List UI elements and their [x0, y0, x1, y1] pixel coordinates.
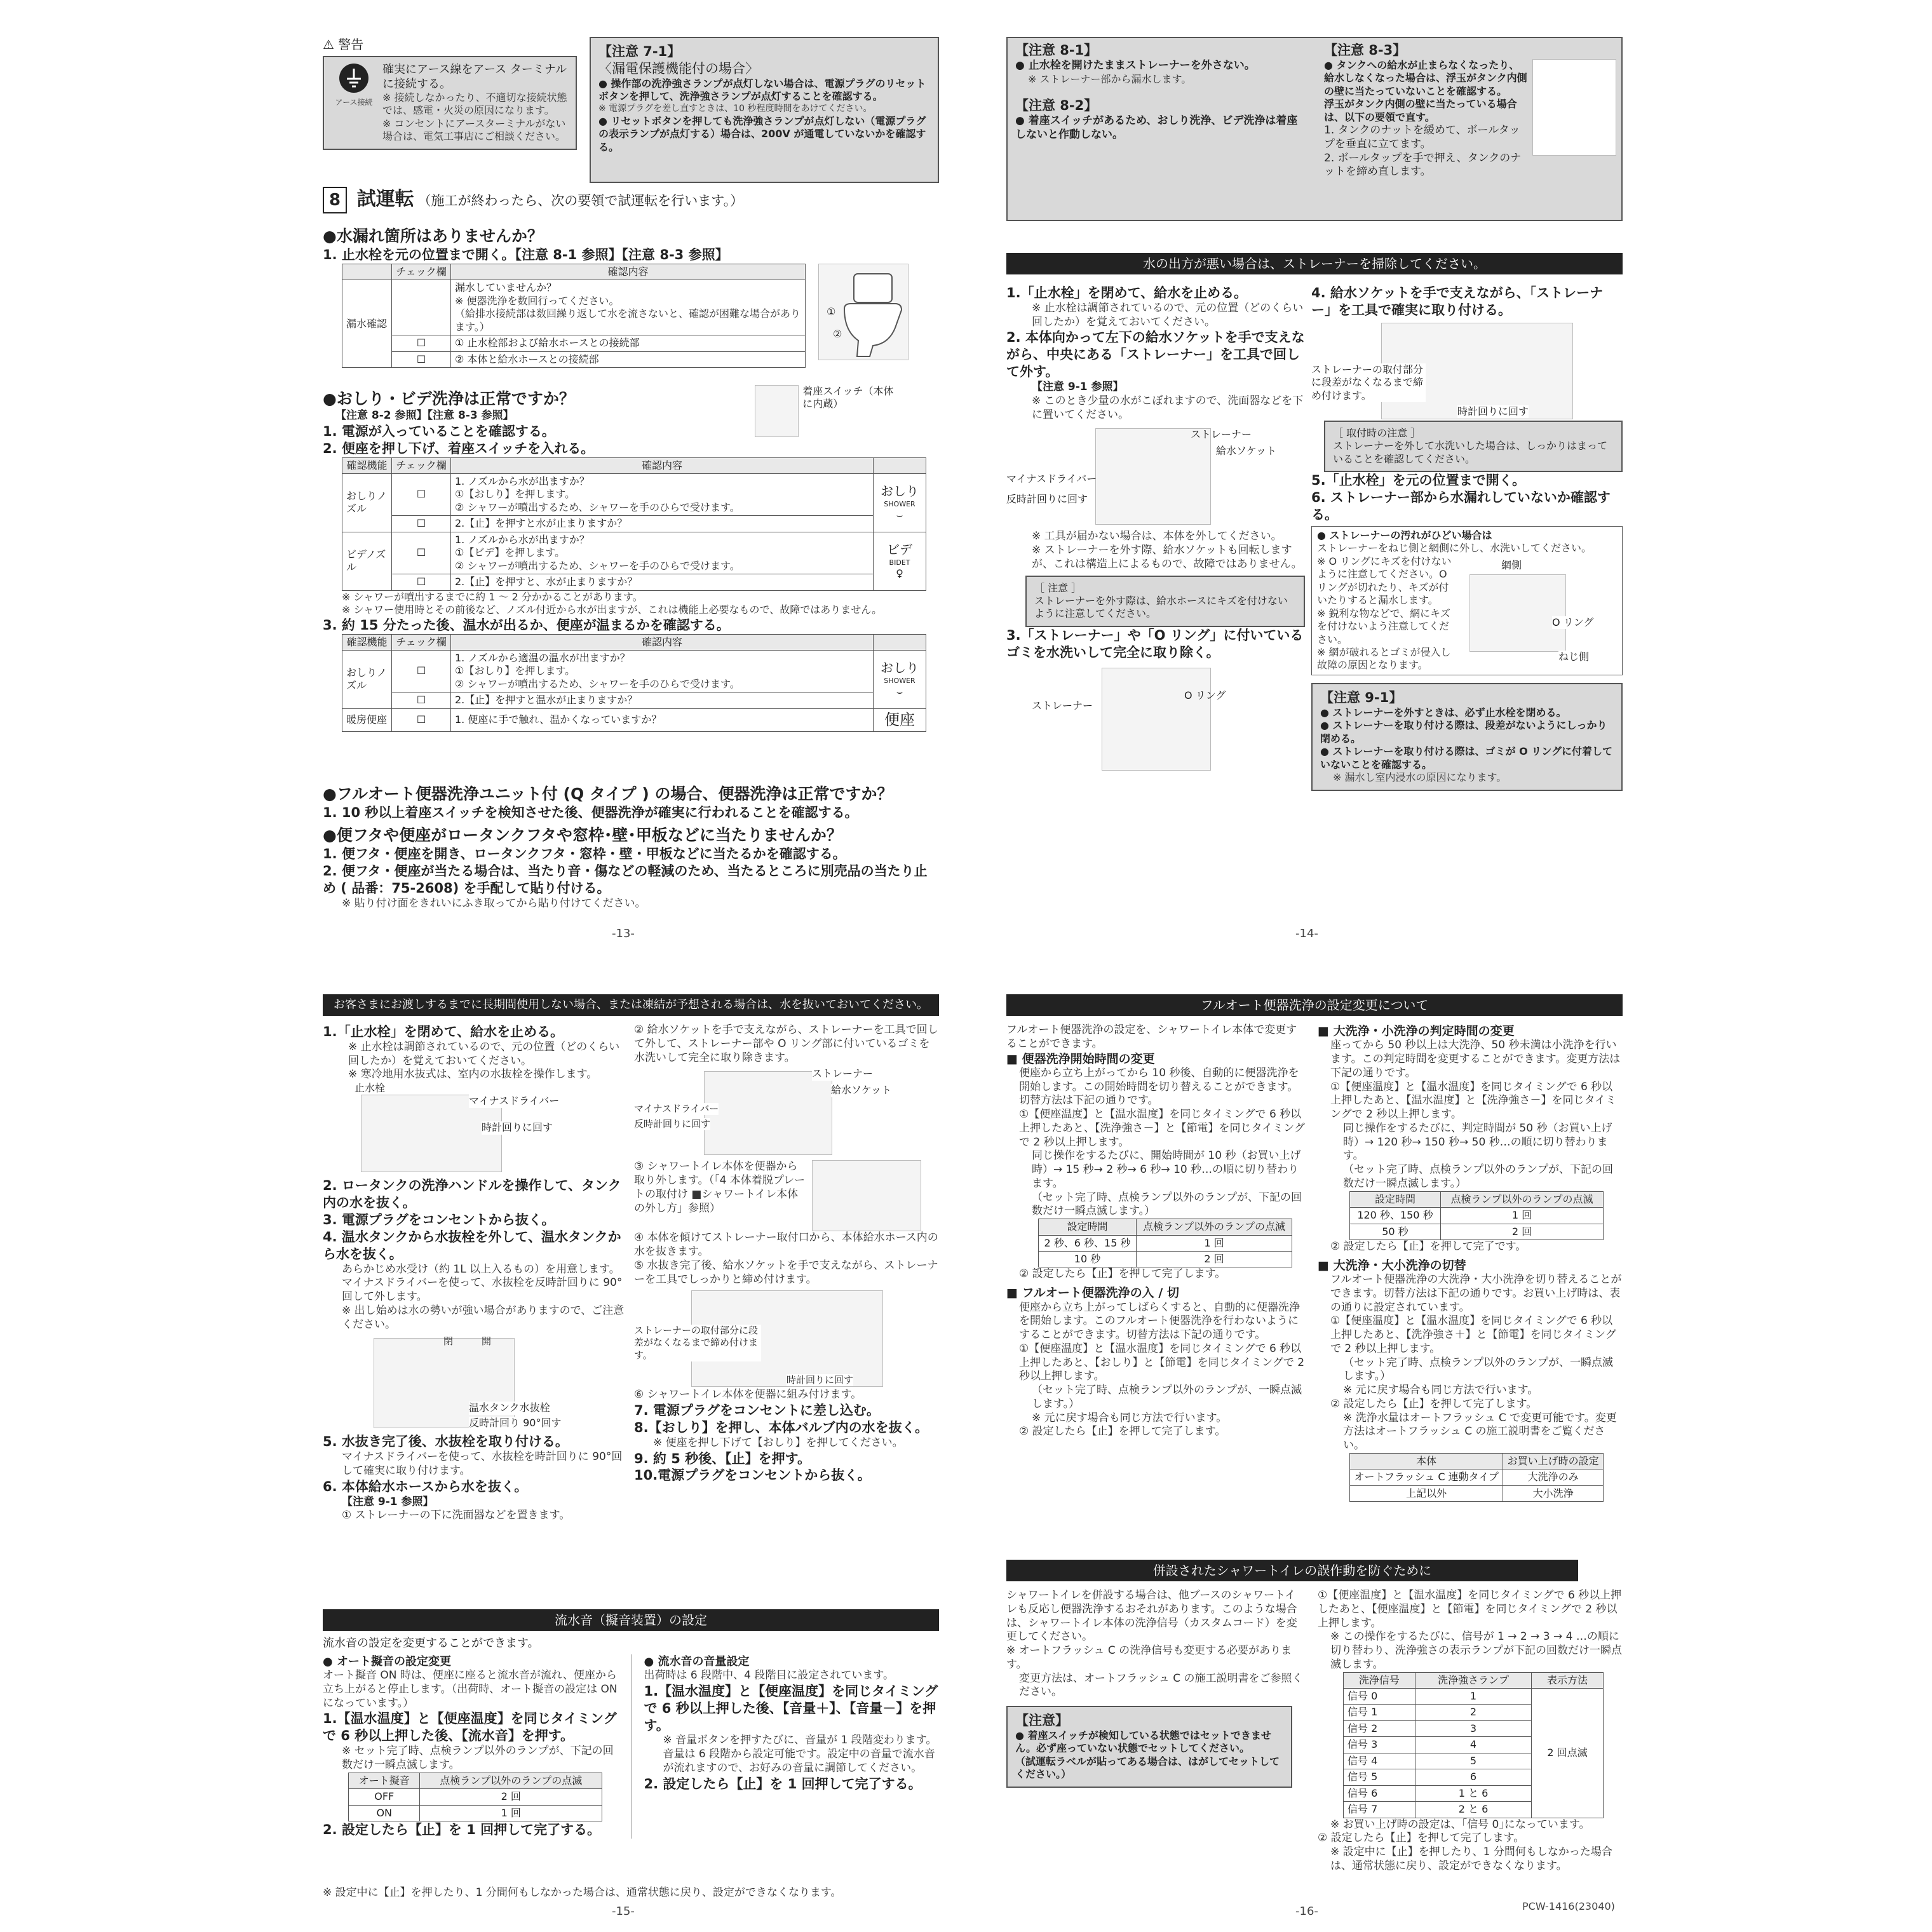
judge-time-table: 設定時間 点検ランプ以外のランプの点滅 120 秒、150 秒 1 回 50 秒 2 回 — [1349, 1191, 1604, 1240]
caution-8-2-title: 【注意 8-2】 — [1015, 98, 1098, 114]
q-full-auto: ●フルオート便器洗浄ユニット付 (Q タイプ ) の場合、便器洗浄は正常ですか？ — [323, 785, 893, 803]
seat-switch-illustration — [755, 385, 799, 437]
strainer-install-figure-2: ストレーナーの取付部分に段差がなくなるまで締め付けます。 時計回りに回す — [634, 1287, 939, 1388]
strainer-right-column: 4. 給水ソケットを手で支えながら、「ストレーナー」を工具で確実に取り付ける。 ストレーナーの取付部分に段差がなくなるまで締め付けます。 時計回りに回す ［ 取付時の注意 ］ ストレーナーを外して水洗いした場合は、しっかりはまっていることを確認してください。 5.「止水栓」を元の位置まで開く。 6. ストレーナー部から水漏れしていないか確認する。 ● ストレーナーの汚れがひどい場合は ストレーナーをねじ側と網側に外し、水洗いしてください。 ※ O リングにキズを付けないように注意してください。O リングが切れたり、キズが付いたりすると漏水します。 ※ 鋭利な物などで、網にキズを付けないよう注意してください。 ※ 網が破れるとゴミが侵入し故障の原因となります。 網側 O リング ねじ側 【注意 9-1】 ● ストレーナーを外すときは、必ず止水栓を閉める。 ● ストレーナーを取り付ける際は、段差がないようにしっかり閉める。 ● ストレーナーを取り付ける際は、ゴミが O リングに付着していないことを確認する。 ※ 漏水し室内浸水の原因になります。 — [1311, 285, 1623, 791]
dirty-strainer-box: ● ストレーナーの汚れがひどい場合は ストレーナーをねじ側と網側に外し、水洗いしてください。 ※ O リングにキズを付けないように注意してください。O リングが切れたり、キズが付いたりすると漏水します。 ※ 鋭利な物などで、網にキズを付けないよう注意してください。 ※ 網が破れるとゴミが侵入し故障の原因となります。 網側 O リング ねじ側 — [1311, 526, 1623, 675]
checkbox[interactable]: ☐ — [392, 351, 451, 367]
strainer-install-figure: ストレーナーの取付部分に段差がなくなるまで締め付けます。 時計回りに回す — [1311, 319, 1623, 421]
checkbox[interactable]: ☐ — [392, 532, 451, 574]
adjacent-caution: 【注意】 ● 着座スイッチが検知している状態ではセットできません。必ず座っていない状態でセットしてください。 （試運転ラベルが貼ってある場合は、はがしてセットしてください。） — [1006, 1706, 1292, 1788]
page-number: -14- — [1295, 927, 1318, 940]
section-number: 8 — [323, 187, 347, 213]
page-14 — [1006, 30, 1623, 945]
checkbox[interactable]: ☐ — [392, 516, 451, 532]
page-16 — [1006, 994, 1623, 1922]
page-13: ⚠ 警告 アース接続 確実にアース線をアース ターミナルに接続する。 ※ 接続しなかったり、不適切な接続状態では、感電・火災の原因になります。 ※ コンセントにアースターミナルがない場合は、電気工事店にご相談ください。 【注意 7-1】 〈漏電保護機能付の場合〉 ● 操作部の洗浄強さランプが点灯しない場合は、電源プラグのリセットボタンを押して、洗浄強さランプが点灯することを確認する。 ※ 電源プラグを差し直すときは、10 秒程度時間をあけてください。 ● リセットボタンを押しても洗浄強さランプが点灯しない（電源プラグの表示ランプが点灯する）場合は、200V が通電していないかを確認する。 8 試運転 （施工が終わったら、次の要領で試運転を行います。） ●水漏れ箇所はありませんか？ 1. 止水栓を元の位置まで開く。【注意 8-1 参照】【注意 8-3 参照】 チェック欄 確認内容 漏水確認 漏水していませんか？ ※ 便器洗浄を数回行ってください。 （給排水接続部は数回繰り返して水を流さないと、確認が困難な場合があります。） ☐ ① 止水栓部および給水ホースとの接続部 ☐ ② 本体と給水ホースとの接続部 ① ② ●おしり・ビデ洗浄は正常ですか？ 【注意 8-2 参照】【注意 8-3 参照】 1. 電源が入っていることを確認する。 2. 便座を押し下げ、着座スイッチを入れる。 着座スイッチ（本体に内蔵） 確認機能 チェック欄 確認内容 おしりノズル ☐ 1. ノズルから水が出ますか？ ①【おしり】を押します。 ② シャワーが噴出するため、シャワーを手のひらで受けます。 おしり SHOWER ⌣ ☐ 2.【止】を押すと水が止まりますか？ ビデノズル ☐ 1. ノズルから水が出ますか？ ①【ビデ】を押します。 ② シャワーが噴出するため、シャワーを手のひらで受けます。 ビデ BIDET ♀ ☐ 2.【止】を押すと、水が止まりますか？ ※ シャワーが噴出するまでに約 1 ～ 2 分かかることがあります。 ※ シャワー使用時とその前後など、ノズル付近から水が出ますが、これは機能上必要なもので、故障ではありません。 3. 約 15 分たった後、温水が出るか、便座が温まるかを確認する。 確認機能 チェック欄 確認内容 おしりノズル ☐ 1. ノズルから適温の温水が出ますか？ ①【おしり】を押します。 ② シャワーが噴出するため、シャワーを手のひらで受けます。 おしり SHOWER ⌣ ☐ 2.【止】を押すと温水が止まりますか？ 暖房便座 ☐ 1. 便座に手で触れ、温かくなっていますか？ 便座 ●フルオート便器洗浄ユニット付 (Q タイプ ) の場合、便器洗浄は正常ですか？ 1. 10 秒以上着座スイッチを検知させた後、便器洗浄が確実に行われることを確認する。 ●便フタや便座がロータンクフタや窓枠･壁･甲板などに当たりませんか？ 1. 便フタ・便座を開き、ロータンクフタ・窓枠・壁・甲板などに当たるかを確認する。 2. 便フタ・便座が当たる場合は、当たり音・傷などの軽減のため、当たるところに別売品の当たり止め ( 品番：75-2608) を手配して貼り付ける。 ※ 貼り付け面をきれいにふき取ってから貼り付けてください。 -13- — [323, 30, 939, 945]
ground-label: アース接続 — [335, 97, 373, 107]
full-auto-settings-bar: フルオート便器洗浄の設定変更について — [1006, 994, 1623, 1016]
svg-text:②: ② — [833, 327, 842, 340]
page-number: -15- — [612, 1905, 635, 1918]
checkbox[interactable]: ☐ — [392, 651, 451, 692]
document-code: PCW-1416(23040) — [1522, 1900, 1615, 1912]
warning-text: 確実にアース線をアース ターミナルに接続する。 — [382, 62, 567, 91]
auto-sound-setting: ● オート擬音の設定変更 オート擬音 ON 時は、便座に座ると流水音が流れ、便座から立ち上がると停止します。（出荷時、オート擬音の設定は ON になっています。） 1.【温水温度】と【便座温度】を同じタイミングで 6 秒以上押した後、【流水音】を押す。 ※ セット完了時、点検ランプ以外のランプが、下記の回数だけ一瞬点滅します。 オート擬音 点検ランプ以外のランプの点滅 OFF 2 回 ON 1 回 2. 設定したら【止】を 1 回押して完了する。 — [323, 1655, 618, 1837]
tip-install: ［ 取付時の注意 ］ ストレーナーを外して水洗いした場合は、しっかりはまっていることを確認してください。 — [1324, 421, 1623, 472]
strainer-wash-figure: ストレーナー O リング — [1006, 661, 1305, 776]
section-subtitle: （施工が終わったら、次の要領で試運転を行います。） — [417, 193, 744, 208]
auto-sound-table: オート擬音 点検ランプ以外のランプの点滅 OFF 2 回 ON 1 回 — [348, 1773, 602, 1821]
toilet-illustration — [818, 264, 909, 360]
page-number: -16- — [1295, 1905, 1318, 1918]
caution-8-3: 【注意 8-3】 ● タンクへの給水が止まらなくなったり、給水しなくなった場合は、浮玉がタンク内側の壁に当たっていないことを確認する。 浮玉がタンク内側の壁に当たっている場合は、以下の要領で直す。 1. タンクのナットを緩めて、ボールタップを垂直に立てます。 2. ボールタップを手で押え、タンクのナットを締め直します。 — [1324, 42, 1616, 179]
seat-switch-label: 着座スイッチ（本体に内蔵） — [802, 385, 894, 410]
seat-button-icon: 便座 — [874, 708, 926, 731]
drain-plug-figure: 閉 開 温水タンク水抜栓 反時計回り 90°回す — [323, 1332, 628, 1433]
adjacent-right-column: ①【便座温度】と【温水温度】を同じタイミングで 6 秒以上押したあと、【便座温度】と【節電】を同じタイミングで 2 秒以上押します。 ※ この操作をするたびに、信号が 1 → 2 → 3 → 4 …の順に切り替わり、洗浄強さの表示ランプが下記の回数だけ一瞬点滅します。 洗浄信号 洗浄強さランプ 表示方法 信号 0 1 2 回点滅 信号 1 2 信号 2 3 信号 3 4 信号 4 5 信号 5 6 信号 6 1 と 6 信号 7 2 と 6 ※ お買い上げ時の設定は、｢信号 0｣になっています。 ② 設定したら【止】を押して完了します。 ※ 設定中に【止】を押したり、1 分間何もしなかった場合は、通常状態に戻り、設定ができなくなります。 — [1318, 1589, 1622, 1872]
strainer-left-column: 1.「止水栓」を閉めて、給水を止める。 ※ 止水栓は調節されているので、元の位置（どのくらい回したか）を覚えておいてください。 2. 本体向かって左下の給水ソケットを手で支えながら、中央にある「ストレーナー」を工具で回して外す。 【注意 9-1 参照】 ※ このとき少量の水がこぼれますので、洗面器などを下に置いてください。 ストレーナー 給水ソケット マイナスドライバー 反時計回りに回す ※ 工具が届かない場合は、本体を外してください。 ※ ストレーナーを外す際、給水ソケットも回転しますが、これは構造上によるもので、故障ではありません。 ［ 注意 ］ ストレーナーを外す際は、給水ホースにキズを付けないように注意してください。 3.「ストレーナー」や「O リング」に付いているゴミを水洗いして完全に取り除く。 ストレーナー O リング — [1006, 285, 1305, 776]
warning-note-1: ※ 接続しなかったり、不適切な接続状態では、感電・火災の原因になります。 — [382, 91, 567, 117]
drain-left-column: 1.「止水栓」を閉めて、給水を止める。 ※ 止水栓は調節されているので、元の位置（どのくらい回したか）を覚えておいてください。 ※ 寒冷地用水抜式は、室内の水抜栓を操作します。 止水栓 マイナスドライバー 時計回りに回す 2. ロータンクの洗浄ハンドルを操作して、タンク内の水を抜く。 3. 電源プラグをコンセントから抜く。 4. 温水タンクから水抜栓を外して、温水タンクから水を抜く。 あらかじめ水受け（約 1L 以上入るもの）を用意します。マイナスドライバーを使って、水抜栓を反時計回りに 90°回して外します。 ※ 出し始めは水の勢いが強い場合がありますので、ご注意ください。 閉 開 温水タンク水抜栓 反時計回り 90°回す 5. 水抜き完了後、水抜栓を取り付ける。 マイナスドライバーを使って、水抜栓を時計回りに 90°回して確実に取り付けます。 6. 本体給水ホースから水を抜く。 【注意 9-1 参照】 ① ストレーナーの下に洗面器などを置きます。 — [323, 1023, 628, 1523]
q-lid-contact: ●便フタや便座がロータンクフタや窓枠･壁･甲板などに当たりませんか？ — [323, 825, 842, 844]
stop-valve-figure: 止水栓 マイナスドライバー 時計回りに回す — [323, 1082, 628, 1177]
warning-note-2: ※ コンセントにアースターミナルがない場合は、電気工事店にご相談ください。 — [382, 117, 566, 143]
start-time-table: 設定時間 点検ランプ以外のランプの点滅 2 秒、6 秒、15 秒 1 回 10 秒 2 回 — [1038, 1219, 1292, 1267]
checkbox[interactable]: ☐ — [392, 708, 451, 731]
section-title: 試運転 — [356, 188, 414, 210]
nozzle-check-table: 確認機能 チェック欄 確認内容 おしりノズル ☐ 1. ノズルから水が出ますか？ ①【おしり】を押します。 ② シャワーが噴出するため、シャワーを手のひらで受けます。 おしり SHOWER ⌣ ☐ 2.【止】を押すと水が止まりますか？ ビデノズル ☐ 1. ノズルから水が出ますか？ ①【ビデ】を押します。 ② シャワーが噴出するため、シャワーを手のひらで受けます。 ビデ BIDET ♀ ☐ 2.【止】を押すと、水が止まりますか？ — [342, 457, 926, 591]
drain-bar: お客さまにお渡しするまでに長期間使用しない場合、または凍結が予想される場合は、水を抜いておいてください。 — [323, 994, 939, 1016]
strainer-remove-figure: ストレーナー 給水ソケット マイナスドライバー 反時計回りに回す — [1006, 422, 1305, 530]
tank-illustration — [1532, 59, 1616, 156]
q-water-leak: ●水漏れ箇所はありませんか？ — [323, 227, 543, 245]
warning-triangle-icon: ⚠ — [323, 37, 334, 52]
sound-volume-setting: ● 流水音の音量設定 出荷時は 6 段階中、4 段階目に設定されています。 1.【温水温度】と【便座温度】を同じタイミングで 6 秒以上押した後、【音量＋】、【音量－】を押す。 ※ 音量ボタンを押すたびに、音量が 1 段階変わります。音量は 6 段階から設定可能です。設定中の音量で流水音が流れますので、お好みの音量に調節してください。 2. 設定したら【止】を 1 回押して完了する。 — [644, 1655, 938, 1792]
section-8-header — [323, 187, 939, 213]
full-auto-left-column: フルオート便器洗浄の設定を、シャワートイレ本体で変更することができます。 ■ 便器洗浄開始時間の変更 便座から立ち上がってから 10 秒後、自動的に便器洗浄を開始します。この開始時間を切り替えることができます。切替方法は下記の通りです。 ①【便座温度】と【温水温度】を同じタイミングで 6 秒以上押したあと、【洗浄強さ－】と【節電】を同じタイミングで 2 秒以上押します。 同じ操作をするたびに、開始時間が 10 秒（お買い上げ時）→ 15 秒→ 2 秒→ 6 秒→ 10 秒…の順に切り替わります。 （セット完了時、点検ランプ以外のランプが、下記の回数だけ一瞬点滅します。） 設定時間 点検ランプ以外のランプの点滅 2 秒、6 秒、15 秒 1 回 10 秒 2 回 ② 設定したら【止】を押して完了します。 ■ フルオート便器洗浄の入 / 切 便座から立ち上がってしばらくすると、自動的に便器洗浄を開始します。このフルオート便器洗浄を行わないようにすることができます。切替方法は下記の通りです。 ①【便座温度】と【温水温度】を同じタイミングで 6 秒以上押したあと、【おしり】と【節電】を同じタイミングで 2 秒以上押します。 （セット完了時、点検ランプ以外のランプが、一瞬点滅します。） ※ 元に戻す場合も同じ方法で行います。 ② 設定したら【止】を押して完了します。 — [1006, 1023, 1305, 1438]
warning-box — [323, 56, 577, 150]
flush-mode-table: 本体 お買い上げ時の設定 オートフラッシュ C 連動タイプ 大洗浄のみ 上記以外 大小洗浄 — [1349, 1453, 1604, 1502]
strainer-parts-figure: 網側 O リング ねじ側 — [1457, 555, 1617, 672]
full-auto-right-column: ■ 大洗浄・小洗浄の判定時間の変更 座ってから 50 秒以上は大洗浄、50 秒未満は小洗浄を行います。この判定時間を変更することができます。変更方法は下記の通りです。 ①【便座温度】と【温水温度】を同じタイミングで 6 秒以上押したあと、【温水温度】と【洗浄強さ－】を同じタイミングで 2 秒以上押します。 同じ操作をするたびに、判定時間が 50 秒（お買い上げ時）→ 120 秒→ 150 秒→ 50 秒…の順に切り替わります。 （セット完了時、点検ランプ以外のランプが、下記の回数だけ一瞬点滅します。） 設定時間 点検ランプ以外のランプの点滅 120 秒、150 秒 1 回 50 秒 2 回 ② 設定したら【止】を押して完了です。 ■ 大洗浄・大小洗浄の切替 フルオート便器洗浄の大洗浄・大小洗浄を切り替えることができます。切替方法は下記の通りです。お買い上げ時は、表の通りに設定されています。 ①【便座温度】と【温水温度】を同じタイミングで 6 秒以上押したあと、【洗浄強さ＋】と【節電】を同じタイミングで 2 秒以上押します。 （セット完了時、点検ランプ以外のランプが、一瞬点滅します。） ※ 元に戻す場合も同じ方法で行います。 ② 設定したら【止】を押して完了します。 ※ 洗浄水量はオートフラッシュ C で変更可能です。変更方法はオートフラッシュ C の施工説明書をご覧ください。 本体 お買い上げ時の設定 オートフラッシュ C 連動タイプ 大洗浄のみ 上記以外 大小洗浄 — [1318, 1023, 1623, 1502]
page-number: -13- — [612, 927, 635, 940]
svg-text:①: ① — [827, 305, 836, 318]
caution-8-1: 【注意 8-1】 ● 止水栓を開けたままストレーナーを外さない。 ※ ストレーナー部から漏水します。 【注意 8-2】 ● 着座スイッチがあるため、おしり洗浄、ビデ洗浄は着座しないと作動しない。 — [1015, 42, 1307, 142]
footer-note: ※ 設定中に【止】を押したり、1 分間何もしなかった場合は、通常状態に戻り、設定ができなくなります。 — [323, 1886, 842, 1899]
flush-sound-bar: 流水音（擬音装置）の設定 — [323, 1609, 939, 1631]
caution-9-1: 【注意 9-1】 ● ストレーナーを外すときは、必ず止水栓を閉める。 ● ストレーナーを取り付ける際は、段差がないようにしっかり閉める。 ● ストレーナーを取り付ける際は、ゴミが O リングに付着していないことを確認する。 ※ 漏水し室内浸水の原因になります。 — [1311, 683, 1623, 791]
toilet-removal-illustration — [812, 1160, 921, 1231]
checkbox[interactable]: ☐ — [392, 473, 451, 515]
oshiri-button-icon: おしり SHOWER ⌣ — [874, 651, 926, 709]
column-divider — [631, 1654, 632, 1839]
checkbox[interactable]: ☐ — [392, 335, 451, 351]
bidet-button-icon: ビデ BIDET ♀ — [874, 532, 926, 590]
caution-7-1-title: 【注意 7-1】 — [598, 44, 681, 59]
ground-icon — [338, 62, 370, 94]
page-15: お客さまにお渡しするまでに長期間使用しない場合、または凍結が予想される場合は、水を抜いておいてください。 1.「止水栓」を閉めて、給水を止める。 ※ 止水栓は調節されているので、元の位置（どのくらい回したか）を覚えておいてください。 ※ 寒冷地用水抜式は、室内の水抜栓を操作します。 止水栓 マイナスドライバー 時計回りに回す 2. ロータンクの洗浄ハンドルを操作して、タンク内の水を抜く。 3. 電源プラグをコンセントから抜く。 4. 温水タンクから水抜栓を外して、温水タンクから水を抜く。 あらかじめ水受け（約 1L 以上入るもの）を用意します。マイナスドライバーを使って、水抜栓を反時計回りに 90°回して外します。 ※ 出し始めは水の勢いが強い場合がありますので、ご注意ください。 閉 開 温水タンク水抜栓 反時計回り 90°回す 5. 水抜き完了後、水抜栓を取り付ける。 マイナスドライバーを使って、水抜栓を時計回りに 90°回して確実に取り付けます。 6. 本体給水ホースから水を抜く。 【注意 9-1 参照】 ① ストレーナーの下に洗面器などを置きます。 ② 給水ソケットを手で支えながら、ストレーナーを工具で回して外して、ストレーナー部や O リング部に付いているゴミを水洗いして完全に取り除きます。 ストレーナー 給水ソケット マイナスドライバー 反時計回りに回す ③ シャワートイレ本体を便器から取り外します。（「4 本体着脱プレートの取付け ■シャワートイレ本体の外し方」参照） ④ 本体を傾けてストレーナー取付口から、本体給水ホース内の水を抜きます。 ⑤ 水抜き完了後、給水ソケットを手で支えながら、ストレーナーを工具でしっかりと締め付けます。 ストレーナーの取付部分に段差がなくなるまで締め付けます。 時計回りに回す ⑥ シャワートイレ本体を便器に組み付けます。 7. 電源プラグをコンセントに差し込む。 8.【おしり】を押し、本体バルブ内の水を抜く。 ※ 便座を押し下げて【おしり】を押してください。 9. 約 5 秒後、【止】を押す。 10.電源プラグをコンセントから抜く。 流水音（擬音装置）の設定 流水音の設定を変更することができます。 ● オート擬音の設定変更 オート擬音 ON 時は、便座に座ると流水音が流れ、便座から立ち上がると停止します。（出荷時、オート擬音の設定は ON になっています。） 1.【温水温度】と【便座温度】を同じタイミングで 6 秒以上押した後、【流水音】を押す。 ※ セット完了時、点検ランプ以外のランプが、下記の回数だけ一瞬点滅します。 オート擬音 点検ランプ以外のランプの点滅 OFF 2 回 ON 1 回 2. 設定したら【止】を 1 回押して完了する。 ● 流水音の音量設定 出荷時は 6 段階中、4 段階目に設定されています。 1.【温水温度】と【便座温度】を同じタイミングで 6 秒以上押した後、【音量＋】、【音量－】を押す。 ※ 音量ボタンを押すたびに、音量が 1 段階変わります。音量は 6 段階から設定可能です。設定中の音量で流水音が流れますので、お好みの音量に調節してください。 2. 設定したら【止】を 1 回押して完了する。 ※ 設定中に【止】を押したり、1 分間何もしなかった場合は、通常状態に戻り、設定ができなくなります。 -15- — [323, 994, 939, 1922]
warning-title: 警告 — [338, 37, 364, 52]
leak-check-table: チェック欄 確認内容 漏水確認 漏水していませんか？ ※ 便器洗浄を数回行ってください。 （給排水接続部は数回繰り返して水を流さないと、確認が困難な場合があります。） ☐ ① 止水栓部および給水ホースとの接続部 ☐ ② 本体と給水ホースとの接続部 — [342, 264, 806, 368]
caution-7-1-sub: 〈漏電保護機能付の場合〉 — [598, 60, 759, 76]
checkbox[interactable]: ☐ — [392, 692, 451, 708]
caution-7-1: 【注意 7-1】 〈漏電保護機能付の場合〉 ● 操作部の洗浄強さランプが点灯しない場合は、電源プラグのリセットボタンを押して、洗浄強さランプが点灯することを確認する。 ※ 電源プラグを差し直すときは、10 秒程度時間をあけてください。 ● リセットボタンを押しても洗浄強さランプが点灯しない（電源プラグの表示ランプが点灯する）場合は、200V が通電していないかを確認する。 — [590, 37, 939, 183]
signal-table: 洗浄信号 洗浄強さランプ 表示方法 信号 0 1 2 回点滅 信号 1 2 信号 2 3 信号 3 4 信号 4 5 信号 5 6 信号 6 1 と 6 信号 7 2 と 6 — [1343, 1672, 1604, 1818]
checkbox[interactable]: ☐ — [392, 574, 451, 590]
q-oshiri-bidet: ●おしり・ビデ洗浄は正常ですか？ — [323, 389, 575, 408]
oshiri-button-icon: おしり SHOWER ⌣ — [874, 473, 926, 532]
warning-block — [323, 37, 577, 150]
adjacent-toilet-bar: 併設されたシャワートイレの誤作動を防ぐために — [1006, 1560, 1578, 1581]
tip-remove: ［ 注意 ］ ストレーナーを外す際は、給水ホースにキズを付けないように注意してください。 — [1025, 576, 1305, 627]
strainer-remove-figure-2: ストレーナー 給水ソケット マイナスドライバー 反時計回りに回す — [634, 1065, 939, 1160]
drain-right-column: ② 給水ソケットを手で支えながら、ストレーナーを工具で回して外して、ストレーナー部や O リング部に付いているゴミを水洗いして完全に取り除きます。 ストレーナー 給水ソケット マイナスドライバー 反時計回りに回す ③ シャワートイレ本体を便器から取り外します。（「4 本体着脱プレートの取付け ■シャワートイレ本体の外し方」参照） ④ 本体を傾けてストレーナー取付口から、本体給水ホース内の水を抜きます。 ⑤ 水抜き完了後、給水ソケットを手で支えながら、ストレーナーを工具でしっかりと締め付けます。 ストレーナーの取付部分に段差がなくなるまで締め付けます。 時計回りに回す ⑥ シャワートイレ本体を便器に組み付けます。 7. 電源プラグをコンセントに差し込む。 8.【おしり】を押し、本体バルブ内の水を抜く。 ※ 便座を押し下げて【おしり】を押してください。 9. 約 5 秒後、【止】を押す。 10.電源プラグをコンセントから抜く。 — [634, 1023, 938, 1483]
warm-check-table: 確認機能 チェック欄 確認内容 おしりノズル ☐ 1. ノズルから適温の温水が出ますか？ ①【おしり】を押します。 ② シャワーが噴出するため、シャワーを手のひらで受けます。 おしり SHOWER ⌣ ☐ 2.【止】を押すと温水が止まりますか？ 暖房便座 ☐ 1. 便座に手で触れ、温かくなっていますか？ 便座 — [342, 634, 926, 732]
strainer-cleaning-bar: 水の出方が悪い場合は、ストレーナーを掃除してください。 — [1006, 253, 1623, 274]
adjacent-left-column: シャワートイレを併設する場合は、他ブースのシャワートイレも反応し便器洗浄するおそれがあります。このような場合は、シャワートイレ本体の洗浄信号（カスタムコード）を変更してください。 ※ オートフラッシュ C の洗浄信号も変更する必要があります。 変更方法は、オートフラッシュ C の施工説明書をご参照ください。 【注意】 ● 着座スイッチが検知している状態ではセットできません。必ず座っていない状態でセットしてください。 （試運転ラベルが貼ってある場合は、はがしてセットしてください。） — [1006, 1589, 1305, 1788]
